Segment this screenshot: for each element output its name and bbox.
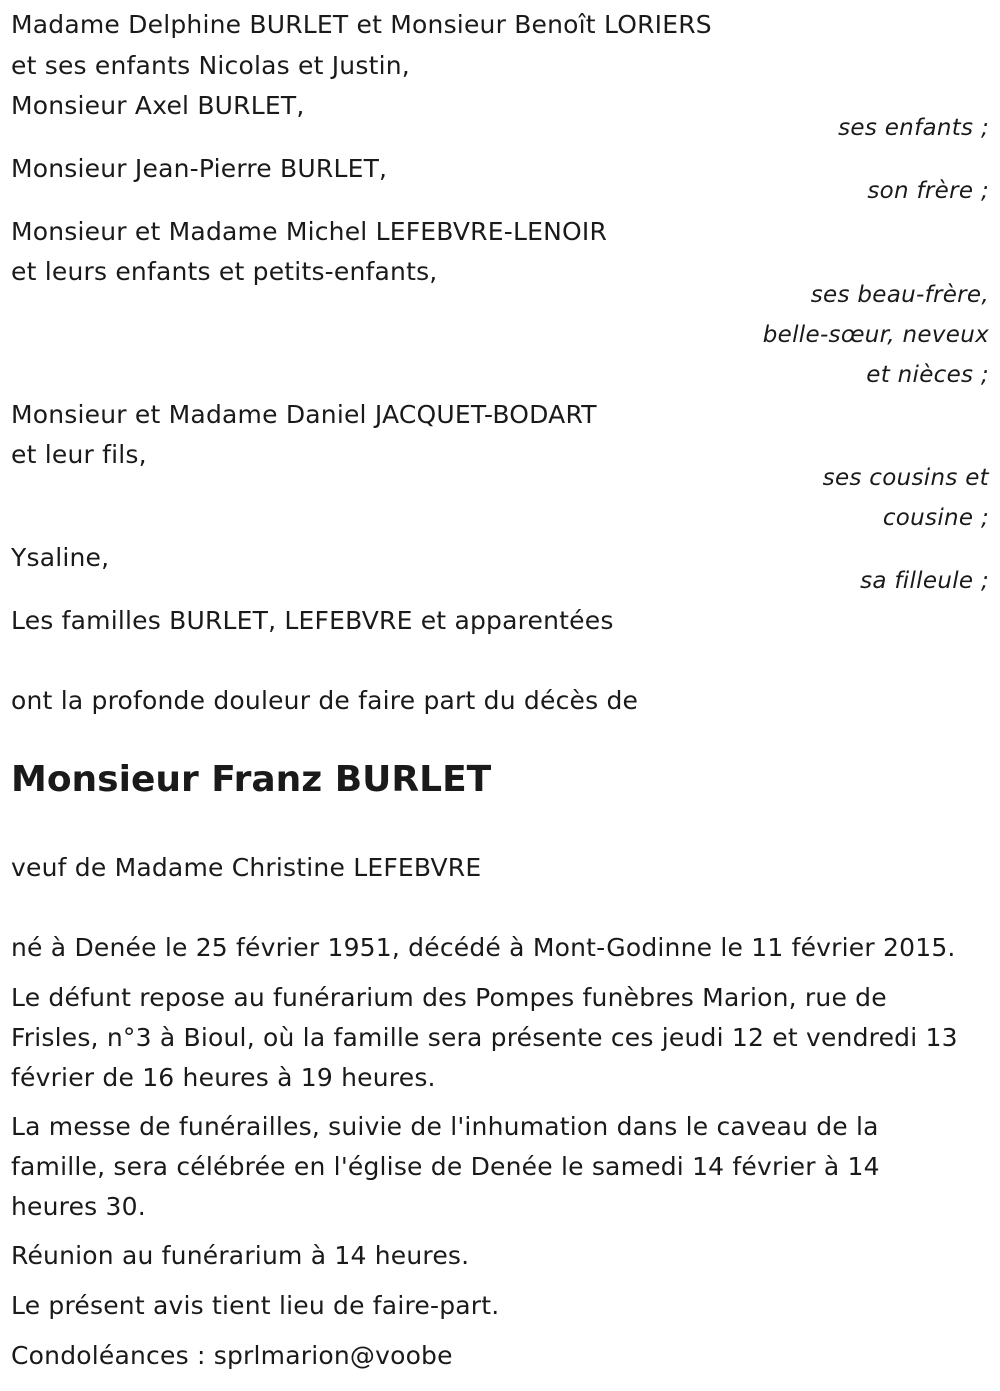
relation-label: son frère ; — [867, 178, 989, 204]
relation-label: ses cousins et — [822, 465, 989, 491]
birth-death-line: né à Denée le 25 février 1951, décédé à Mont-Godinne le 11 février 2015. — [11, 933, 956, 962]
family-line: Madame Delphine BURLET et Monsieur Benoît LORIERS — [11, 10, 712, 39]
repose-line: Le défunt repose au funérarium des Pompes funèbres Marion, rue de — [11, 983, 887, 1012]
relation-label: cousine ; — [882, 505, 989, 531]
relation-label: belle-sœur, neveux — [762, 322, 989, 348]
messe-line: famille, sera célébrée en l'église de Denée le samedi 14 février à 14 — [11, 1152, 880, 1181]
repose-line: février de 16 heures à 19 heures. — [11, 1063, 436, 1092]
family-line: Les familles BURLET, LEFEBVRE et apparentées — [11, 606, 614, 635]
relation-label: sa filleule ; — [860, 568, 989, 594]
family-line: Monsieur et Madame Michel LEFEBVRE-LENOIR — [11, 217, 608, 246]
family-line: Ysaline, — [11, 543, 110, 572]
family-line: Monsieur Jean-Pierre BURLET, — [11, 154, 388, 183]
condoleances-line: Condoléances : sprlmarion@voobe — [11, 1341, 453, 1370]
family-line: et leur fils, — [11, 440, 147, 469]
family-line: et leurs enfants et petits-enfants, — [11, 257, 438, 286]
relation-label: ses enfants ; — [838, 115, 989, 141]
spouse-line: veuf de Madame Christine LEFEBVRE — [11, 853, 482, 882]
deceased-name: Monsieur Franz BURLET — [11, 759, 492, 800]
repose-line: Frisles, n°3 à Bioul, où la famille sera présente ces jeudi 12 et vendredi 13 — [11, 1023, 958, 1052]
faire-part-line: Le présent avis tient lieu de faire-part. — [11, 1291, 500, 1320]
reunion-line: Réunion au funérarium à 14 heures. — [11, 1241, 470, 1270]
family-line: Monsieur et Madame Daniel JACQUET-BODART — [11, 400, 597, 429]
family-line: Monsieur Axel BURLET, — [11, 91, 305, 120]
messe-line: La messe de funérailles, suivie de l'inhumation dans le caveau de la — [11, 1112, 879, 1141]
relation-label: et nièces ; — [866, 362, 989, 388]
messe-line: heures 30. — [11, 1192, 146, 1221]
relation-label: ses beau-frère, — [810, 282, 989, 308]
family-line: et ses enfants Nicolas et Justin, — [11, 51, 410, 80]
announcement-text: ont la profonde douleur de faire part du décès de — [11, 686, 639, 715]
